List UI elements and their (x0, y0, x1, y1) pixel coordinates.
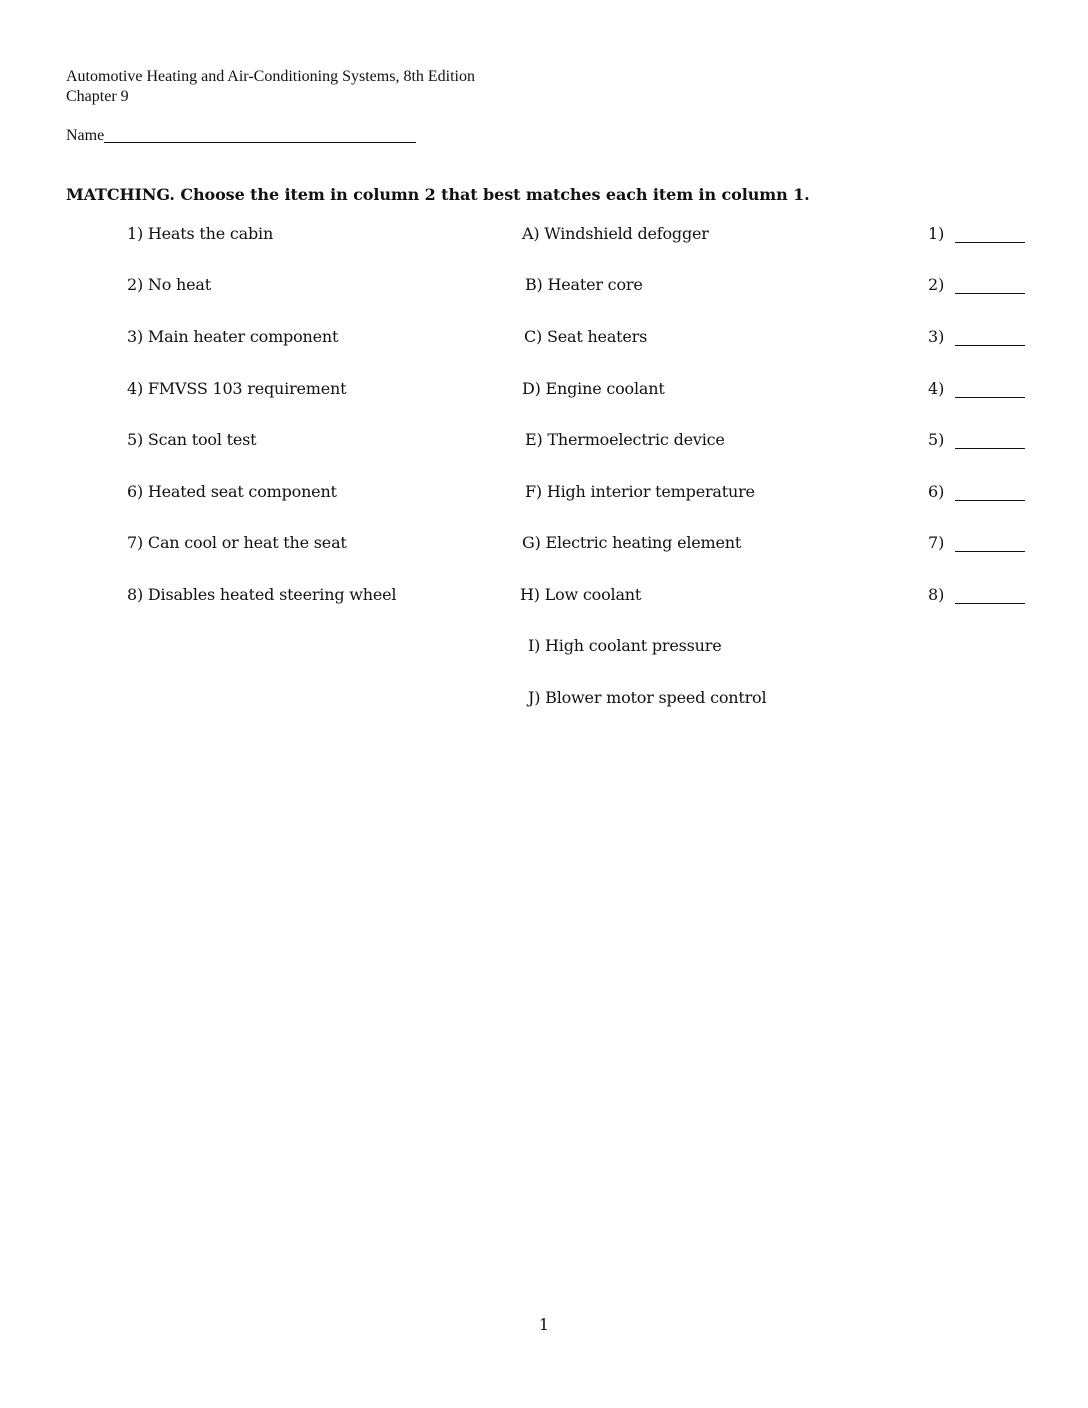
column1-item: 7) Can cool or heat the seat (127, 533, 347, 552)
column1-item: 6) Heated seat component (127, 482, 337, 501)
answer-blank[interactable] (955, 397, 1025, 398)
answer-number: 2) (928, 275, 945, 294)
column2-item: F) High interior temperature (525, 482, 755, 501)
answer-blank[interactable] (955, 242, 1025, 243)
chapter-label: Chapter 9 (66, 88, 129, 105)
matching-instructions: MATCHING. Choose the item in column 2 that best matches each item in column 1. (66, 185, 810, 204)
column2-item: J) Blower motor speed control (528, 688, 767, 707)
answer-number: 7) (928, 533, 945, 552)
column2-item: D) Engine coolant (522, 379, 665, 398)
name-label: Name (66, 127, 105, 144)
answer-blank[interactable] (955, 551, 1025, 552)
column2-item: H) Low coolant (520, 585, 642, 604)
answer-number: 1) (928, 224, 945, 243)
name-field (66, 126, 416, 145)
column2-item: C) Seat heaters (524, 327, 648, 346)
column1-item: 2) No heat (127, 275, 211, 294)
answer-number: 4) (928, 379, 945, 398)
answer-blank[interactable] (955, 448, 1025, 449)
column2-item: I) High coolant pressure (528, 636, 722, 655)
column2-item: G) Electric heating element (522, 533, 742, 552)
answer-blank[interactable] (955, 345, 1025, 346)
column2-item: E) Thermoelectric device (525, 430, 725, 449)
column2-item: A) Windshield defogger (522, 224, 709, 243)
answer-blank[interactable] (955, 603, 1025, 604)
book-title: Automotive Heating and Air-Conditioning Systems, 8th Edition (66, 68, 475, 85)
page-number: 1 (538, 1315, 550, 1334)
answer-number: 6) (928, 482, 945, 501)
answer-number: 3) (928, 327, 945, 346)
column1-item: 1) Heats the cabin (127, 224, 274, 243)
column1-item: 4) FMVSS 103 requirement (127, 379, 347, 398)
column2-item: B) Heater core (525, 275, 643, 294)
answer-number: 5) (928, 430, 945, 449)
column1-item: 5) Scan tool test (127, 430, 257, 449)
column1-item: 8) Disables heated steering wheel (127, 585, 397, 604)
name-blank-line[interactable] (104, 141, 416, 143)
answer-number: 8) (928, 585, 945, 604)
answer-blank[interactable] (955, 293, 1025, 294)
answer-blank[interactable] (955, 500, 1025, 501)
column1-item: 3) Main heater component (127, 327, 339, 346)
